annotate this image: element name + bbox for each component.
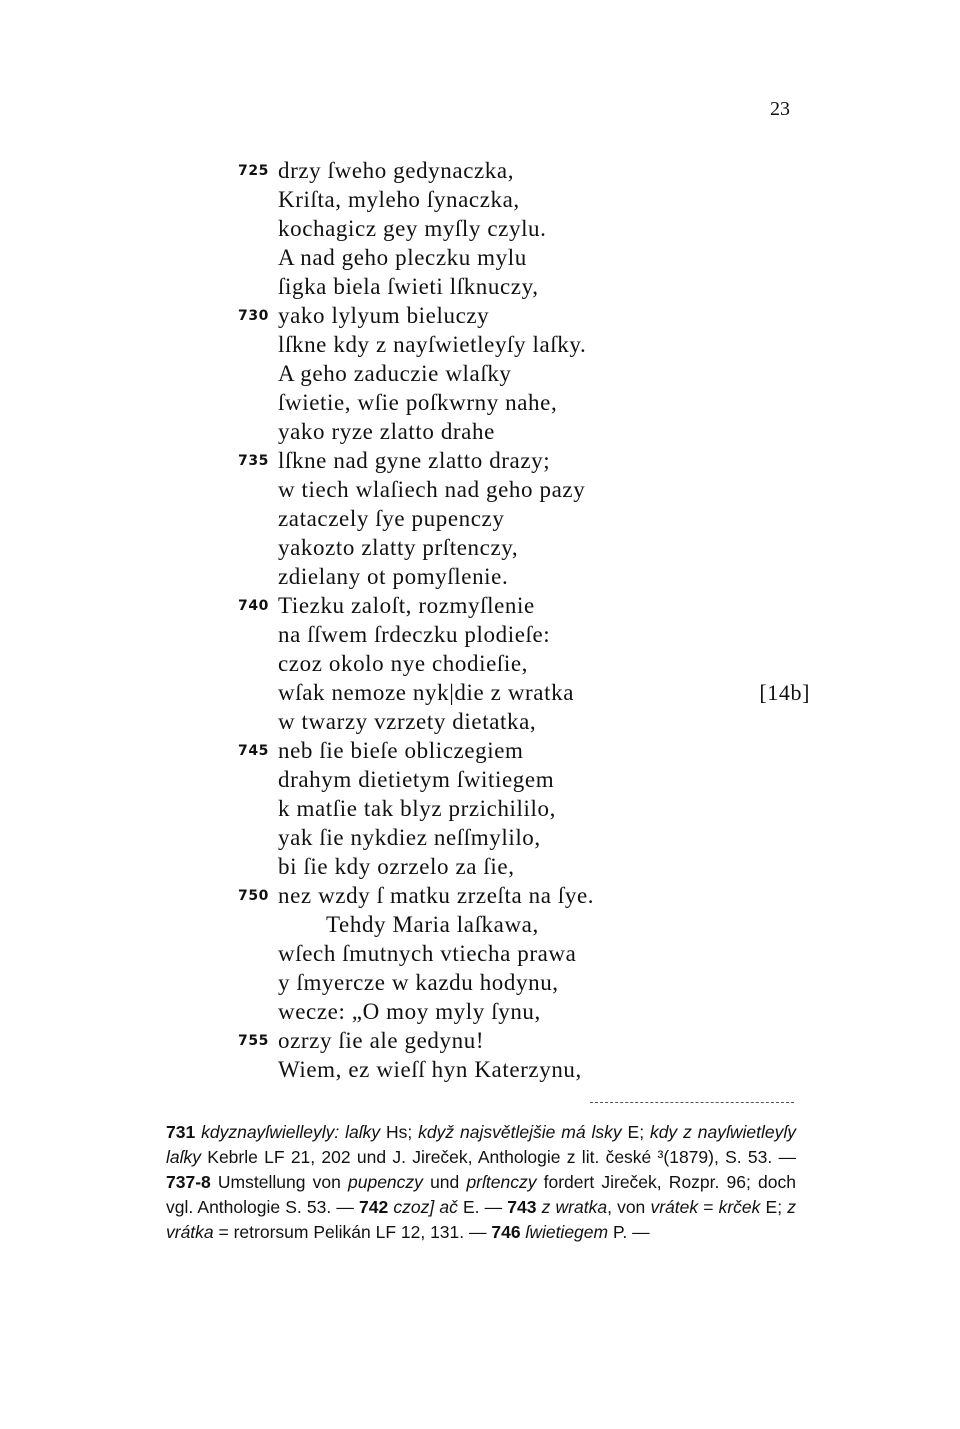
folio-marker: [14b] (759, 680, 810, 705)
verse-text: yakozto zlatty prſtenczy, (278, 535, 519, 560)
verse-line (230, 272, 810, 301)
verse-text: ozrzy ſie ale gedynu! (278, 1028, 485, 1053)
verse-line (230, 185, 810, 214)
verse-text: yako lylyum bieluczy (278, 303, 490, 328)
verse-number: 735 (238, 453, 270, 469)
verse-text: yak ſie nykdiez neſſmylilo, (278, 825, 541, 850)
verse-text: w twarzy vzrzety dietatka, (278, 709, 537, 734)
verse-number: 755 (238, 1033, 270, 1049)
verse-line (230, 997, 810, 1026)
verse-line (230, 417, 810, 446)
verse-text: na ſſwem ſrdeczku plodieſe: (278, 622, 551, 647)
verse-text: Tehdy Maria laſkawa, (326, 912, 539, 937)
footnote-text: z vrátka (166, 1197, 796, 1242)
verse-text: A geho zaduczie wlaſky (278, 361, 512, 386)
verse-line (230, 620, 810, 649)
footnote-number: 742 (359, 1197, 389, 1217)
footnotes (166, 1120, 796, 1245)
verse-number: 730 (238, 308, 270, 324)
verse-line (230, 156, 810, 185)
footnote-text: kdy z nayſwietleyſy laſky (166, 1122, 796, 1167)
verse-text: Wiem, ez wieſſ hyn Katerzynu, (278, 1057, 582, 1082)
verse-number: 750 (238, 888, 270, 904)
verse-text: A nad geho pleczku mylu (278, 245, 527, 270)
verse-line (230, 388, 810, 417)
verse-line (230, 214, 810, 243)
verse-line (230, 968, 810, 997)
footnote-number: 746 (491, 1222, 521, 1242)
verse-text: Kriſta, myleho ſynaczka, (278, 187, 520, 212)
verse-text: wſak nemoze nyk|die z wratka (278, 680, 575, 705)
footnote-text: = (698, 1197, 719, 1217)
verse-line (230, 649, 810, 678)
footnote-text: prſtenczy (466, 1172, 537, 1192)
verse-line (230, 852, 810, 881)
verse-line (230, 301, 810, 330)
verse-line (230, 243, 810, 272)
footnote-text: E. — (457, 1197, 508, 1217)
footnote-text: z wratka (536, 1197, 608, 1217)
footnote-text: E; (760, 1197, 788, 1217)
verse-line (230, 765, 810, 794)
verse-text: lſkne nad gyne zlatto drazy; (278, 448, 551, 473)
footnote-text: vrátek (650, 1197, 699, 1217)
verse-number: 745 (238, 743, 270, 759)
verse-line (230, 475, 810, 504)
verse-line (230, 446, 810, 475)
verse-line (230, 330, 810, 359)
verse-line (230, 562, 810, 591)
verse-line (230, 881, 810, 910)
footnote-text: P. — (608, 1222, 650, 1242)
verse-line (230, 533, 810, 562)
verse-text: ſwietie, wſie poſkwrny nahe, (278, 390, 558, 415)
footnote-text: kdyznayſwielleyly: laſky (201, 1122, 381, 1142)
verse-text: ſigka biela ſwieti lſknuczy, (278, 274, 539, 299)
verse-line (230, 794, 810, 823)
verse-text: wecze: „O moy myly ſynu, (278, 999, 541, 1024)
footnote-text: = retrorsum Pelikán LF 12, 131. — (213, 1222, 492, 1242)
footnote-text: krček (718, 1197, 761, 1217)
footnote-text: ſwietiegem (520, 1222, 609, 1242)
footnote-text: und (422, 1172, 467, 1192)
footnote-text: Kebrle LF 21, 202 und J. Jireček, Anthologie z lit. české ³(1879), S. 53. — (201, 1147, 796, 1167)
verse-text: wſech ſmutnych vtiecha prawa (278, 941, 577, 966)
verse-text: k matſie tak blyz przichililo, (278, 796, 556, 821)
verse-text: zataczely ſye pupenczy (278, 506, 505, 531)
verse-text: lſkne kdy z nayſwietleyſy laſky. (278, 332, 587, 357)
footnote-text: , von (607, 1197, 651, 1217)
verse-line (230, 591, 810, 620)
verse-number: 725 (238, 163, 270, 179)
footnote-number: 737-8 (166, 1172, 211, 1192)
verse-text: yako ryze zlatto drahe (278, 419, 495, 444)
verse-number: 740 (238, 598, 270, 614)
footnote-text: ač (439, 1197, 458, 1217)
footnote-text: Umstellung von (210, 1172, 348, 1192)
verse-text: czoz okolo nye chodieſie, (278, 651, 529, 676)
footnote-number: 743 (507, 1197, 537, 1217)
page-number: 23 (770, 98, 790, 120)
verse-text: w tiech wlaſiech nad geho pazy (278, 477, 586, 502)
verse-line (230, 359, 810, 388)
verse-text: Tiezku zaloſt, rozmyſlenie (278, 593, 535, 618)
verse-line (230, 1055, 810, 1084)
verse-text: bi ſie kdy ozrzelo za ſie, (278, 854, 515, 879)
verse-line (230, 823, 810, 852)
verse-line (230, 678, 810, 707)
verse-text: kochagicz gey myſly czylu. (278, 216, 547, 241)
verse-text: drahym dietietym ſwitiegem (278, 767, 555, 792)
verse-text: nez wzdy ſ matku zrzeſta na ſye. (278, 883, 595, 908)
verse-line (230, 910, 810, 939)
verse-line (230, 736, 810, 765)
footnote-text: Hs; (380, 1122, 419, 1142)
verse-text: y ſmyercze w kazdu hodynu, (278, 970, 559, 995)
verse-block (230, 156, 810, 1084)
footnote-text: když najsvětlejšie má lsky (418, 1122, 622, 1142)
verse-line (230, 707, 810, 736)
footnote-text: czoz] (388, 1197, 440, 1217)
verse-line (230, 504, 810, 533)
verse-line (230, 939, 810, 968)
footnote-number: 731 (166, 1122, 196, 1142)
footnote-text: fordert Jireček, Rozpr. 96; doch vgl. Anthologie S. 53. — (166, 1172, 796, 1217)
footnote-text: pupenczy (348, 1172, 423, 1192)
verse-text: neb ſie bieſe obliczegiem (278, 738, 524, 763)
verse-text: zdielany ot pomyſlenie. (278, 564, 509, 589)
footnote-separator (590, 1102, 794, 1103)
verse-line (230, 1026, 810, 1055)
footnote-text: E; (621, 1122, 650, 1142)
verse-text: drzy ſweho gedynaczka, (278, 158, 515, 183)
